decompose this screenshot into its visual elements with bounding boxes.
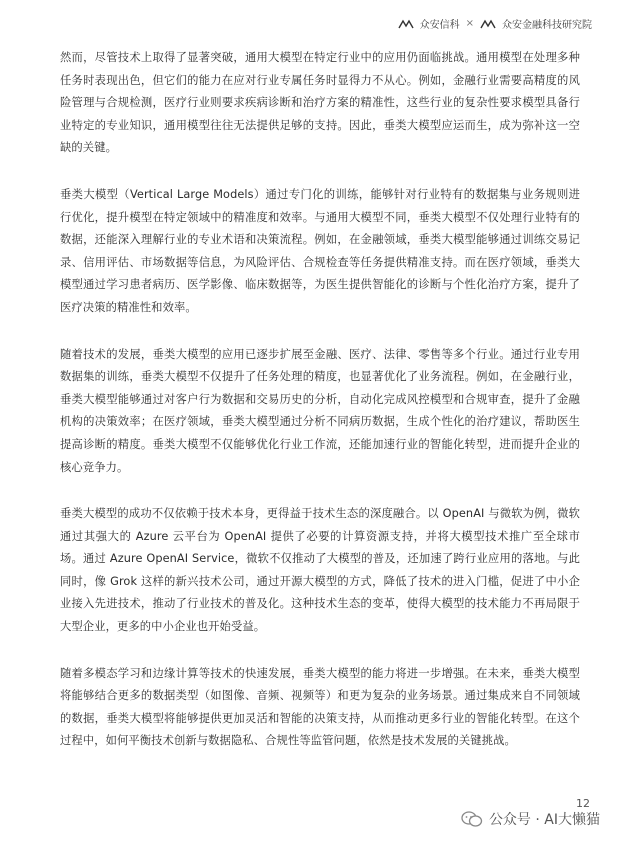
- header-brand-right: 众安金融科技研究院: [502, 20, 592, 31]
- header-brand-left: 众安信科: [419, 20, 460, 31]
- page-number: 12: [576, 797, 590, 810]
- zhongan-logo-icon-2: [480, 19, 496, 29]
- watermark-text: 公众号 · AI大懒猫: [488, 812, 600, 828]
- paragraph-1: 然而，尽管技术上取得了显著突破，通用大模型在特定行业中的应用仍面临挑战。通用模型在处理多种任务时表现出色，但它们的能力在应对行业专属任务时显得力不从心。例如，金融行业需要高精度的风险管理与合规检测，医疗行业则要求疾病诊断和治疗方案的精准性，这些行业的复杂性要求模型具备行业特定的专业知识，通用模型往往无法提供足够的支持。因此，垂类大模型应运而生，成为弥补这一空缺的关键。: [60, 51, 580, 155]
- zhongan-logo-icon: [398, 19, 414, 29]
- paragraph-2: 垂类大模型（Vertical Large Models）通过专门化的训练，能够针对行业特有的数据集与业务规则进行优化，提升模型在特定领域中的精准度和效率。与通用大模型不同，垂类大模型不仅处理行业特有的数据，还能深入理解行业的专业术语和决策流程。例如，在金融领域，垂类大模型能够通过训练交易记录、信用评估、市场数据等信息，为风险评估、合规检查等任务提供精准支持。而在医疗领域，垂类大模型通过学习患者病历、医学影像、临床数据等，为医生提供智能化的诊断与个性化治疗方案，提升了医疗决策的精准性和效率。: [60, 187, 580, 314]
- wechat-icon: [461, 810, 483, 828]
- header-separator: ×: [465, 18, 474, 29]
- paragraph-5: 随着多模态学习和边缘计算等技术的快速发展，垂类大模型的能力将进一步增强。在未来，垂类大模型将能够结合更多的数据类型（如图像、音频、视频等）和更为复杂的业务场景。通过集成来自不同领域的数据，垂类大模型将能够提供更加灵活和智能的决策支持，从而推动更多行业的智能化转型。在这个过程中，如何平衡技术创新与数据隐私、合规性等监管问题，依然是技术发展的关键挑战。: [60, 666, 580, 748]
- paragraph-4: 垂类大模型的成功不仅依赖于技术本身，更得益于技术生态的深度融合。以 OpenAI 与微软为例，微软通过其强大的 Azure 云平台为 OpenAI 提供了必要的计算资源支持，并将大模型技术推广至全球市场。通过 Azure OpenAI Service，微软不仅推动了大模型的普及，还加速了跨行业应用的落地。与此同时，像 Grok 这样的新兴技术公司，通过开源大模型的方式，降低了技术的进入门槛，促进了中小企业接入先进技术，推动了行业技术的普及化。这种技术生态的变革，使得大模型的技术能力不再局限于大型企业，更多的中小企业也开始受益。: [60, 507, 580, 634]
- paragraph-3: 随着技术的发展，垂类大模型的应用已逐步扩展至金融、医疗、法律、零售等多个行业。通过行业专用数据集的训练，垂类大模型不仅提升了任务处理的精度，也显著优化了业务流程。例如，在金融行业，垂类大模型能够通过对客户行为数据和交易历史的分析，自动化完成风控模型和合规审查，提升了金融机构的决策效率；在医疗领域，垂类大模型通过分析不同病历数据，生成个性化的治疗建议，帮助医生提高诊断的精度。垂类大模型不仅能够优化行业工作流，还能加速行业的智能化转型，进而提升企业的核心竞争力。: [60, 347, 580, 474]
- page-header: [398, 16, 592, 31]
- wechat-watermark: [461, 809, 600, 829]
- page-footer: [0, 795, 620, 835]
- article-body: [60, 47, 580, 753]
